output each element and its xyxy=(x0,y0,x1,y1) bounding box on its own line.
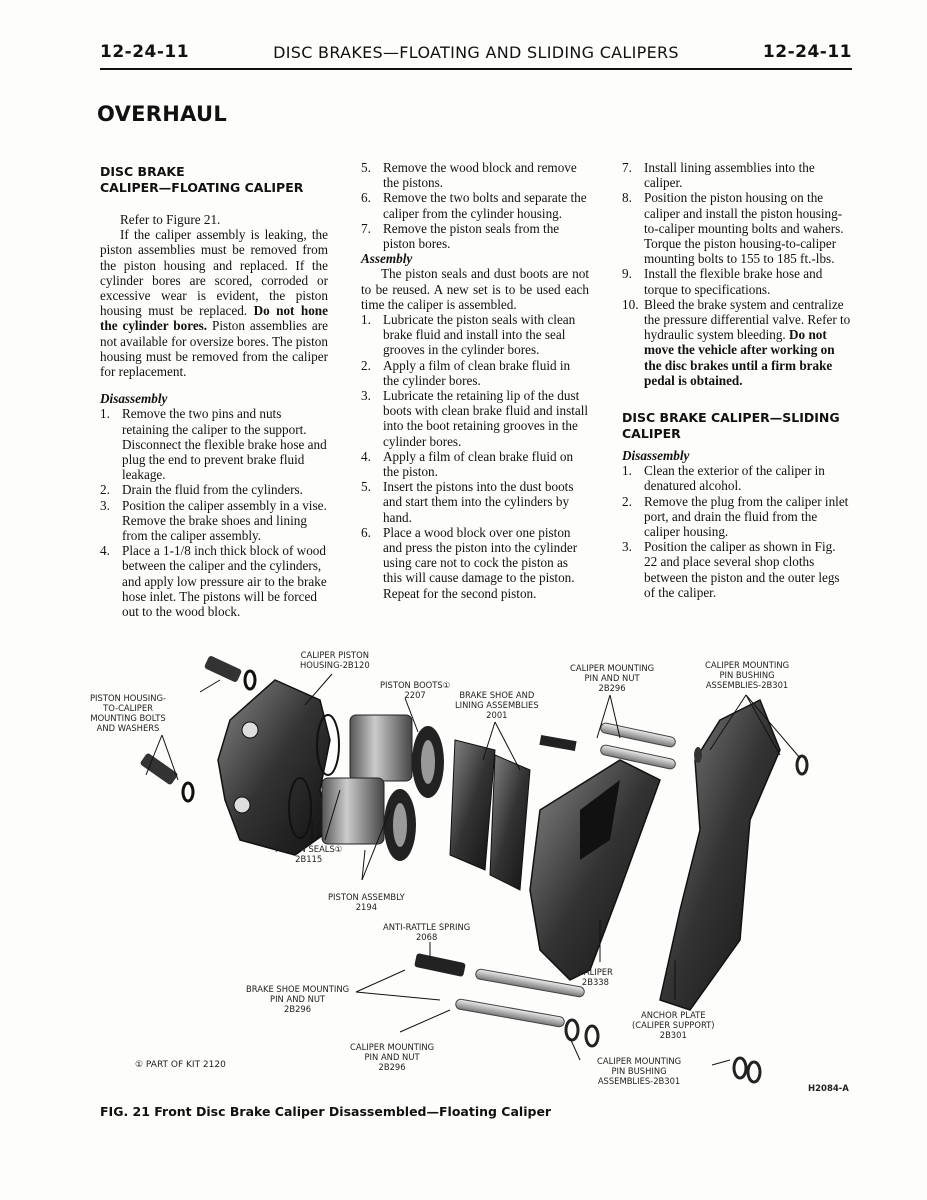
list-item: 1. Clean the exterior of the caliper in denatured alcohol. xyxy=(622,463,825,494)
heading-line: CALIPER—FLOATING CALIPER xyxy=(100,180,304,195)
kit-footnote: ① PART OF KIT 2120 xyxy=(135,1060,226,1070)
list-item: 6. Place a wood block over one piston and press the piston into the cylinder using care not to cock the piston as this will cause damage to the piston. Repeat for the second piston. xyxy=(361,524,578,601)
label-mounting-pin-bottom: CALIPER MOUNTING PIN AND NUT 2B296 xyxy=(350,1042,435,1072)
list-item: 3. Lubricate the retaining lip of the dust boots with clean brake fluid and install into the boot retaining grooves in the cylinder bores. xyxy=(361,388,589,449)
figure-code: H2084-A xyxy=(808,1084,849,1094)
label-mounting-bushing-bottom: CALIPER MOUNTING PIN BUSHING ASSEMBLIES-2B301 xyxy=(597,1056,682,1086)
disassembly-steps xyxy=(100,406,328,619)
assembly-steps xyxy=(361,312,589,601)
assembly-steps-continued xyxy=(622,160,852,388)
page-header xyxy=(100,40,852,70)
piston-icon xyxy=(322,778,384,844)
heading-line: DISC BRAKE CALIPER—SLIDING xyxy=(622,410,840,426)
page-number-left: 12-24-11 xyxy=(100,42,190,62)
label-caliper: CALIPER 2B338 xyxy=(578,967,613,987)
list-item: 4. Apply a film of clean brake fluid on the piston. xyxy=(361,448,574,480)
list-item: 8. Position the piston housing on the caliper and install the piston housing-to-caliper mounting bolts and wahers. Torque the piston housing-to-caliper mounting bolts to 155 to 185 ft.-lbs. xyxy=(622,190,844,267)
label-anti-rattle-spring: ANTI-RATTLE SPRING 2068 xyxy=(383,922,471,942)
list-item: 9. Install the flexible brake hose and torque to specifications. xyxy=(622,266,823,297)
list-item: 5. Insert the pistons into the dust boots and start them into the cylinders by hand. xyxy=(361,479,574,525)
heading-line: CALIPER xyxy=(622,426,681,442)
list-item: 4. Place a 1-1/8 inch thick block of wood between the caliper and the cylinders, and apply low pressure air to the brake hose inlet. The pistons will be forced out to the wood block. xyxy=(100,543,327,620)
anchor-plate-icon xyxy=(660,700,780,1010)
sliding-caliper-heading xyxy=(622,410,852,442)
intro-paragraph: Refer to Figure 21. xyxy=(120,212,221,227)
list-item: 3. Position the caliper assembly in a vise. Remove the brake shoes and lining from the caliper assembly. xyxy=(100,497,327,544)
list-item: 3. Position the caliper as shown in Fig. 22 and place several shop cloths between the piston and the outer legs of the caliper. xyxy=(622,539,840,600)
assembly-intro: The piston seals and dust boots are not to be reused. A new set is to be used each time the caliper is assembled. xyxy=(361,266,589,312)
disassembly-heading: Disassembly xyxy=(622,448,690,464)
running-title: DISC BRAKES—FLOATING AND SLIDING CALIPERS xyxy=(273,43,679,62)
label-anchor-plate: ANCHOR PLATE (CALIPER SUPPORT) 2B301 xyxy=(632,1010,715,1040)
heading-line: DISC BRAKE xyxy=(100,164,185,179)
sliding-disassembly-steps xyxy=(622,463,852,600)
label-piston-boots: PISTON BOOTS① 2207 xyxy=(380,680,451,700)
floating-caliper-heading xyxy=(100,164,328,196)
column-2 xyxy=(361,160,589,601)
list-item: 2. Apply a film of clean brake fluid in the cylinder bores. xyxy=(361,357,571,388)
column-1 xyxy=(100,160,328,619)
anti-rattle-spring-icon xyxy=(414,953,466,977)
piston-housing-icon xyxy=(218,680,330,855)
label-housing-bolts: PISTON HOUSING- TO-CALIPER MOUNTING BOLTS AND WASHERS xyxy=(90,693,167,733)
exploded-view-figure xyxy=(90,640,852,1100)
brake-shoe-icon xyxy=(490,755,530,890)
list-item: 7. Install lining assemblies into the caliper. xyxy=(622,160,815,191)
disassembly-steps-continued xyxy=(361,160,589,251)
label-mounting-bushing-top: CALIPER MOUNTING PIN BUSHING ASSEMBLIES-2B301 xyxy=(705,660,790,690)
label-mounting-pin-top: CALIPER MOUNTING PIN AND NUT 2B296 xyxy=(570,663,655,693)
label-brake-shoe: BRAKE SHOE AND LINING ASSEMBLIES 2001 xyxy=(455,690,539,720)
list-item: 1. Lubricate the piston seals with clean brake fluid and install into the seal grooves in the cylinder bores. xyxy=(361,312,576,358)
label-piston-assembly: PISTON ASSEMBLY 2194 xyxy=(328,892,405,912)
section-title: OVERHAUL xyxy=(97,102,228,126)
disassembly-heading: Disassembly xyxy=(100,391,168,407)
list-item: 2. Remove the plug from the caliper inlet port, and drain the fluid from the caliper housing. xyxy=(622,493,849,540)
column-3 xyxy=(622,160,852,600)
label-shoe-mounting-pin: BRAKE SHOE MOUNTING PIN AND NUT 2B296 xyxy=(246,984,350,1014)
page-number-right: 12-24-11 xyxy=(762,42,852,62)
assembly-heading: Assembly xyxy=(361,251,413,267)
figure-caption: FIG. 21 Front Disc Brake Caliper Disassembled—Floating Caliper xyxy=(100,1104,552,1119)
label-piston-seals: PISTON SEALS① 2B115 xyxy=(275,844,343,864)
piston-icon xyxy=(350,715,412,781)
list-item: 5. Remove the wood block and remove the pistons. xyxy=(361,160,577,191)
caliper-icon xyxy=(530,760,660,980)
label-caliper-piston-housing: CALIPER PISTON HOUSING-2B120 xyxy=(300,650,370,670)
list-item: 2. Drain the fluid from the cylinders. xyxy=(100,482,303,498)
brake-shoe-icon xyxy=(450,740,495,870)
list-item: 1. Remove the two pins and nuts retaining the caliper to the support. Disconnect the flexible brake hose and plug the end to prevent brake fluid leakage. xyxy=(100,406,327,483)
list-item: 6. Remove the two bolts and separate the caliper from the cylinder housing. xyxy=(361,190,587,221)
intro-paragraph: If the caliper assembly is leaking, the piston assemblies must be removed from the piston housing and replaced. If the cylinder bores are scored, corroded or excessive wear is evident, the piston housing must be replaced. Do not hone the cylinder bores. Piston assemblies are not available for oversize bores. The piston housing must be removed from the caliper for replacement. xyxy=(100,227,328,380)
list-item: 7. Remove the piston seals from the piston bores. xyxy=(361,220,560,252)
list-item: 10. Bleed the brake system and centralize the pressure differential valve. Refer to hydraulic system bleeding. Do not move the vehicle after working on the disc brakes until a firm brake pedal is obtained. xyxy=(622,296,851,388)
